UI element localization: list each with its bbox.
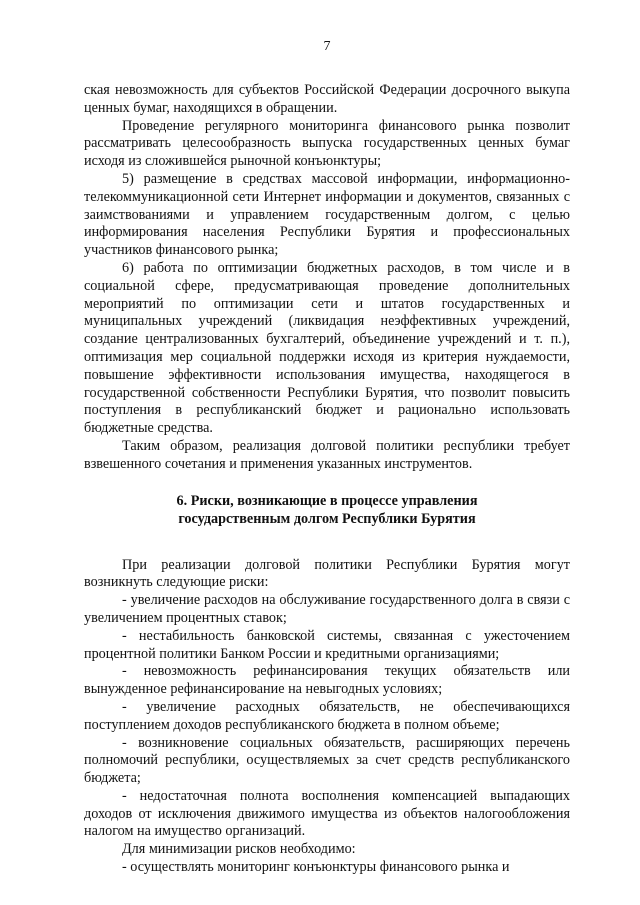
paragraph: 6) работа по оптимизации бюджетных расходов, в том числе и в социальной сфере, предусматривающая проведение дополнительных мероприятий по оптимизации сети и штатов государственных и муниципальных учреждений (ликвидация неэффективных учреждений, создание централизованных бухгалтерий, объединение учреждений и т. п.), оптимизация мер социальной поддержки исходя из критерия нуждаемости, повышение эффективности использования имущества, находящегося в государственной собственности Республики Бурятия, что позволит повысить поступления в республиканский бюджет и рационально использовать бюджетные средства. [84, 259, 570, 437]
paragraph: ская невозможность для субъектов Российской Федерации досрочного выкупа ценных бумаг, находящихся в обращении. [84, 82, 570, 116]
paragraph: Для минимизации рисков необходимо: [122, 841, 356, 858]
paragraph: Проведение регулярного мониторинга финансового рынка позволит рассматривать целесообразность выпуска государственных ценных бумаг исходя из сложившейся рыночной конъюнктуры; [84, 117, 570, 170]
paragraph: - невозможность рефинансирования текущих обязательств или вынужденное рефинансирование на невыгодных условиях; [84, 663, 570, 698]
paragraph: - осуществлять мониторинг конъюнктуры финансового рынка и [122, 859, 510, 876]
paragraph: Таким образом, реализация долговой политики республики требует взвешенного сочетания и применения указанных инструментов. [84, 437, 570, 472]
paragraph: - нестабильность банковской системы, связанная с ужесточением процентной политики Банком России и кредитными организациями; [84, 627, 570, 662]
paragraph: При реализации долговой политики Республики Бурятия могут возникнуть следующие риски: [84, 556, 570, 591]
paragraph: - увеличение расходов на обслуживание государственного долга в связи с увеличением процентных ставок; [84, 592, 570, 626]
paragraph: - увеличение расходных обязательств, не обеспечивающихся поступлением доходов республиканского бюджета в полном объеме; [84, 698, 570, 733]
body-text-after-heading [84, 557, 570, 877]
section-heading [84, 492, 570, 528]
paragraph: - возникновение социальных обязательств, расширяющих перечень полномочий республики, осуществляемых за счет средств республиканского бюджета; [84, 734, 570, 787]
page-number: 7 [323, 39, 331, 54]
section-heading-line-2: государственным долгом Республики Бурятия [178, 510, 476, 527]
body-text-before-heading [84, 82, 570, 474]
paragraph: 5) размещение в средствах массовой информации, информационно-телекоммуникационной сети Интернет информации и документов, связанных с заимствованиями и управлением государственным долгом, с целью информирования населения Республики Бурятия и профессиональных участников финансового рынка; [84, 170, 570, 259]
paragraph: - недостаточная полнота восполнения компенсацией выпадающих доходов от исключения движимого имущества из объектов налогообложения налогом на имущество организаций. [84, 787, 570, 840]
section-heading-line-1: 6. Риски, возникающие в процессе управления [176, 492, 478, 509]
